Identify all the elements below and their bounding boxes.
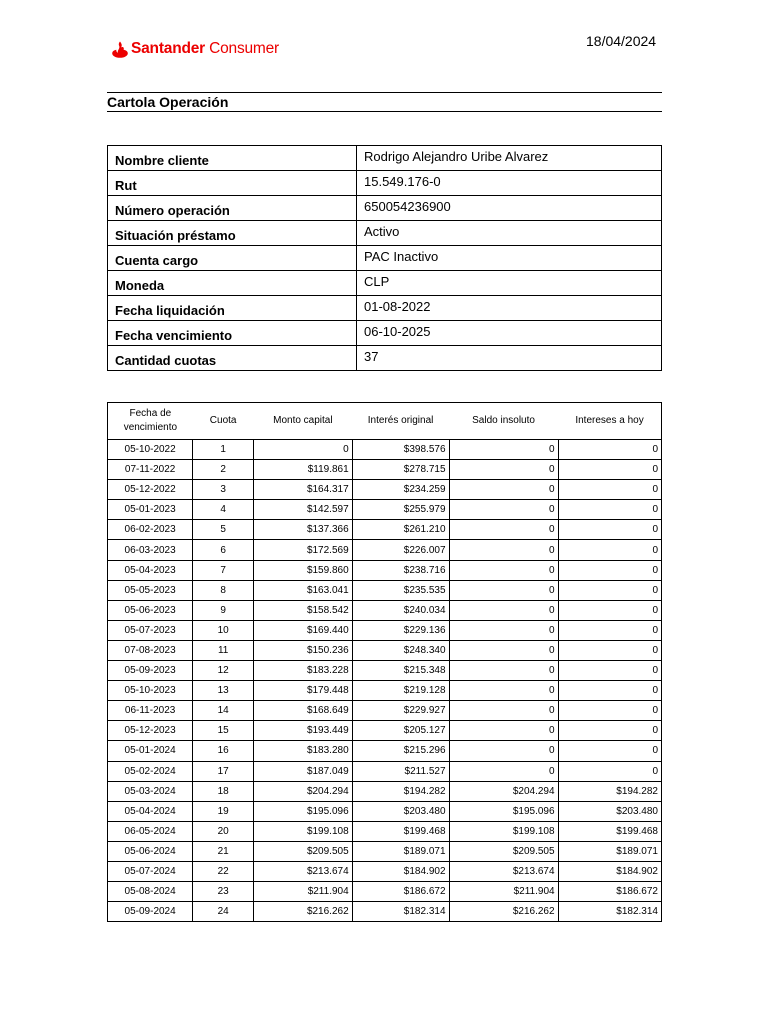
- table-row: [108, 861, 662, 881]
- cell-cuota: 24: [193, 902, 254, 922]
- cell-interes-original: $240.034: [352, 600, 449, 620]
- cell-monto-capital: $209.505: [254, 841, 353, 861]
- header-intereses-hoy: Intereses a hoy: [558, 403, 661, 440]
- cell-monto-capital: $142.597: [254, 500, 353, 520]
- cell-fecha: 05-04-2024: [108, 801, 193, 821]
- cell-fecha: 06-05-2024: [108, 821, 193, 841]
- info-value: 06-10-2025: [357, 321, 662, 346]
- cell-intereses-hoy: 0: [558, 500, 661, 520]
- cell-interes-original: $215.348: [352, 661, 449, 681]
- cell-cuota: 21: [193, 841, 254, 861]
- header-monto-capital: Monto capital: [254, 403, 353, 440]
- cell-cuota: 5: [193, 520, 254, 540]
- info-value: CLP: [357, 271, 662, 296]
- info-row: [108, 346, 662, 371]
- info-label: Fecha vencimiento: [108, 321, 357, 346]
- cell-interes-original: $238.716: [352, 560, 449, 580]
- table-row: [108, 801, 662, 821]
- print-date: 18/04/2024: [586, 33, 657, 49]
- operation-info-table: [107, 145, 662, 371]
- cell-fecha: 05-06-2024: [108, 841, 193, 861]
- cell-intereses-hoy: 0: [558, 520, 661, 540]
- cell-saldo-insoluto: 0: [449, 701, 558, 721]
- cell-monto-capital: $193.449: [254, 721, 353, 741]
- cell-interes-original: $261.210: [352, 520, 449, 540]
- cell-cuota: 1: [193, 440, 254, 460]
- cell-interes-original: $248.340: [352, 640, 449, 660]
- cell-cuota: 3: [193, 480, 254, 500]
- cell-interes-original: $215.296: [352, 741, 449, 761]
- info-label: Fecha liquidación: [108, 296, 357, 321]
- cell-monto-capital: $216.262: [254, 902, 353, 922]
- info-row: [108, 271, 662, 296]
- cell-interes-original: $194.282: [352, 781, 449, 801]
- cell-fecha: 05-07-2024: [108, 861, 193, 881]
- cell-intereses-hoy: 0: [558, 761, 661, 781]
- info-label: Número operación: [108, 196, 357, 221]
- cell-intereses-hoy: 0: [558, 721, 661, 741]
- cell-monto-capital: $169.440: [254, 620, 353, 640]
- cell-monto-capital: $137.366: [254, 520, 353, 540]
- table-row: [108, 841, 662, 861]
- cell-interes-original: $199.468: [352, 821, 449, 841]
- cell-monto-capital: $158.542: [254, 600, 353, 620]
- table-row: [108, 902, 662, 922]
- cell-fecha: 05-07-2023: [108, 620, 193, 640]
- cell-intereses-hoy: 0: [558, 741, 661, 761]
- info-value: PAC Inactivo: [357, 246, 662, 271]
- cell-saldo-insoluto: $204.294: [449, 781, 558, 801]
- table-row: [108, 600, 662, 620]
- cell-monto-capital: $183.228: [254, 661, 353, 681]
- cell-interes-original: $235.535: [352, 580, 449, 600]
- header-saldo-insoluto: Saldo insoluto: [449, 403, 558, 440]
- cell-cuota: 2: [193, 460, 254, 480]
- cell-fecha: 05-12-2023: [108, 721, 193, 741]
- page-title: Cartola Operación: [107, 92, 662, 112]
- cell-fecha: 05-04-2023: [108, 560, 193, 580]
- table-row: [108, 480, 662, 500]
- cell-saldo-insoluto: 0: [449, 580, 558, 600]
- info-row: [108, 321, 662, 346]
- cell-fecha: 06-02-2023: [108, 520, 193, 540]
- table-row: [108, 882, 662, 902]
- cell-saldo-insoluto: 0: [449, 460, 558, 480]
- info-label: Moneda: [108, 271, 357, 296]
- table-row: [108, 580, 662, 600]
- cell-fecha: 07-11-2022: [108, 460, 193, 480]
- cell-monto-capital: $211.904: [254, 882, 353, 902]
- cell-fecha: 07-08-2023: [108, 640, 193, 660]
- table-row: [108, 620, 662, 640]
- cell-saldo-insoluto: 0: [449, 440, 558, 460]
- cell-saldo-insoluto: 0: [449, 661, 558, 681]
- cell-intereses-hoy: 0: [558, 440, 661, 460]
- cell-intereses-hoy: 0: [558, 460, 661, 480]
- table-row: [108, 781, 662, 801]
- cell-fecha: 05-06-2023: [108, 600, 193, 620]
- table-row: [108, 640, 662, 660]
- cell-cuota: 4: [193, 500, 254, 520]
- table-row: [108, 721, 662, 741]
- cell-interes-original: $255.979: [352, 500, 449, 520]
- santander-consumer-logo: [112, 38, 279, 60]
- cell-saldo-insoluto: 0: [449, 500, 558, 520]
- info-row: [108, 296, 662, 321]
- info-label: Situación préstamo: [108, 221, 357, 246]
- cell-saldo-insoluto: $209.505: [449, 841, 558, 861]
- cell-fecha: 05-10-2023: [108, 681, 193, 701]
- info-value: Activo: [357, 221, 662, 246]
- cell-interes-original: $226.007: [352, 540, 449, 560]
- cell-fecha: 05-01-2023: [108, 500, 193, 520]
- table-row: [108, 540, 662, 560]
- cell-interes-original: $189.071: [352, 841, 449, 861]
- cell-cuota: 10: [193, 620, 254, 640]
- cell-intereses-hoy: 0: [558, 580, 661, 600]
- cell-monto-capital: $159.860: [254, 560, 353, 580]
- cell-fecha: 05-02-2024: [108, 761, 193, 781]
- table-row: [108, 500, 662, 520]
- cell-cuota: 19: [193, 801, 254, 821]
- cell-monto-capital: $172.569: [254, 540, 353, 560]
- cell-intereses-hoy: $194.282: [558, 781, 661, 801]
- cell-saldo-insoluto: 0: [449, 741, 558, 761]
- cell-intereses-hoy: 0: [558, 701, 661, 721]
- table-row: [108, 520, 662, 540]
- cell-cuota: 23: [193, 882, 254, 902]
- cell-intereses-hoy: 0: [558, 620, 661, 640]
- table-row: [108, 440, 662, 460]
- cell-cuota: 9: [193, 600, 254, 620]
- cell-saldo-insoluto: 0: [449, 721, 558, 741]
- cell-fecha: 05-09-2024: [108, 902, 193, 922]
- cell-fecha: 06-03-2023: [108, 540, 193, 560]
- cell-saldo-insoluto: 0: [449, 640, 558, 660]
- cell-cuota: 20: [193, 821, 254, 841]
- header-cuota: Cuota: [193, 403, 254, 440]
- santander-flame-icon: [112, 41, 128, 58]
- cell-monto-capital: 0: [254, 440, 353, 460]
- cell-saldo-insoluto: 0: [449, 480, 558, 500]
- cell-monto-capital: $150.236: [254, 640, 353, 660]
- info-value: 01-08-2022: [357, 296, 662, 321]
- cell-intereses-hoy: $186.672: [558, 882, 661, 902]
- info-value: Rodrigo Alejandro Uribe Alvarez: [357, 146, 662, 171]
- cell-monto-capital: $195.096: [254, 801, 353, 821]
- cell-cuota: 16: [193, 741, 254, 761]
- cell-monto-capital: $119.861: [254, 460, 353, 480]
- table-row: [108, 821, 662, 841]
- cell-monto-capital: $204.294: [254, 781, 353, 801]
- table-row: [108, 741, 662, 761]
- cell-saldo-insoluto: 0: [449, 540, 558, 560]
- brand-name: Santander Consumer: [131, 40, 280, 57]
- cell-cuota: 11: [193, 640, 254, 660]
- cell-monto-capital: $179.448: [254, 681, 353, 701]
- cell-saldo-insoluto: $199.108: [449, 821, 558, 841]
- cell-cuota: 8: [193, 580, 254, 600]
- cell-interes-original: $229.136: [352, 620, 449, 640]
- cell-intereses-hoy: 0: [558, 540, 661, 560]
- cell-interes-original: $211.527: [352, 761, 449, 781]
- cell-cuota: 13: [193, 681, 254, 701]
- cell-interes-original: $229.927: [352, 701, 449, 721]
- cell-cuota: 17: [193, 761, 254, 781]
- header-interes-original: Interés original: [352, 403, 449, 440]
- payment-schedule-table: [107, 402, 662, 922]
- cell-interes-original: $184.902: [352, 861, 449, 881]
- cell-interes-original: $278.715: [352, 460, 449, 480]
- cell-interes-original: $398.576: [352, 440, 449, 460]
- cell-interes-original: $203.480: [352, 801, 449, 821]
- cell-saldo-insoluto: $213.674: [449, 861, 558, 881]
- cell-monto-capital: $163.041: [254, 580, 353, 600]
- cell-interes-original: $182.314: [352, 902, 449, 922]
- cell-interes-original: $234.259: [352, 480, 449, 500]
- cell-cuota: 12: [193, 661, 254, 681]
- cell-intereses-hoy: 0: [558, 640, 661, 660]
- cell-saldo-insoluto: $195.096: [449, 801, 558, 821]
- cell-monto-capital: $168.649: [254, 701, 353, 721]
- info-row: [108, 246, 662, 271]
- info-label: Cuenta cargo: [108, 246, 357, 271]
- cell-saldo-insoluto: 0: [449, 560, 558, 580]
- cell-cuota: 6: [193, 540, 254, 560]
- table-row: [108, 681, 662, 701]
- cell-saldo-insoluto: 0: [449, 681, 558, 701]
- table-row: [108, 761, 662, 781]
- cell-intereses-hoy: 0: [558, 681, 661, 701]
- cell-interes-original: $186.672: [352, 882, 449, 902]
- cell-intereses-hoy: 0: [558, 661, 661, 681]
- cell-cuota: 18: [193, 781, 254, 801]
- cell-fecha: 05-05-2023: [108, 580, 193, 600]
- cell-monto-capital: $187.049: [254, 761, 353, 781]
- schedule-header-row: [108, 403, 662, 440]
- cell-intereses-hoy: $199.468: [558, 821, 661, 841]
- cell-cuota: 22: [193, 861, 254, 881]
- cell-intereses-hoy: $184.902: [558, 861, 661, 881]
- cell-monto-capital: $199.108: [254, 821, 353, 841]
- info-row: [108, 171, 662, 196]
- header-fecha-vencimiento: Fecha de vencimiento: [108, 403, 193, 440]
- table-row: [108, 560, 662, 580]
- cell-saldo-insoluto: 0: [449, 761, 558, 781]
- cell-intereses-hoy: $203.480: [558, 801, 661, 821]
- cell-intereses-hoy: 0: [558, 480, 661, 500]
- cell-saldo-insoluto: 0: [449, 520, 558, 540]
- info-row: [108, 221, 662, 246]
- info-row: [108, 196, 662, 221]
- cell-cuota: 15: [193, 721, 254, 741]
- info-value: 650054236900: [357, 196, 662, 221]
- cell-fecha: 05-09-2023: [108, 661, 193, 681]
- info-label: Cantidad cuotas: [108, 346, 357, 371]
- info-value: 37: [357, 346, 662, 371]
- cell-saldo-insoluto: 0: [449, 600, 558, 620]
- info-label: Nombre cliente: [108, 146, 357, 171]
- cell-intereses-hoy: $189.071: [558, 841, 661, 861]
- cell-saldo-insoluto: $211.904: [449, 882, 558, 902]
- cell-fecha: 05-08-2024: [108, 882, 193, 902]
- cell-monto-capital: $183.280: [254, 741, 353, 761]
- cell-cuota: 7: [193, 560, 254, 580]
- cell-monto-capital: $213.674: [254, 861, 353, 881]
- cell-fecha: 05-10-2022: [108, 440, 193, 460]
- cell-fecha: 06-11-2023: [108, 701, 193, 721]
- cell-intereses-hoy: $182.314: [558, 902, 661, 922]
- table-row: [108, 701, 662, 721]
- cell-fecha: 05-01-2024: [108, 741, 193, 761]
- info-label: Rut: [108, 171, 357, 196]
- table-row: [108, 460, 662, 480]
- cell-intereses-hoy: 0: [558, 600, 661, 620]
- cell-saldo-insoluto: 0: [449, 620, 558, 640]
- cell-intereses-hoy: 0: [558, 560, 661, 580]
- cell-interes-original: $219.128: [352, 681, 449, 701]
- info-value: 15.549.176-0: [357, 171, 662, 196]
- cell-interes-original: $205.127: [352, 721, 449, 741]
- cell-fecha: 05-12-2022: [108, 480, 193, 500]
- info-row: [108, 146, 662, 171]
- table-row: [108, 661, 662, 681]
- cell-monto-capital: $164.317: [254, 480, 353, 500]
- cell-saldo-insoluto: $216.262: [449, 902, 558, 922]
- cell-cuota: 14: [193, 701, 254, 721]
- cell-fecha: 05-03-2024: [108, 781, 193, 801]
